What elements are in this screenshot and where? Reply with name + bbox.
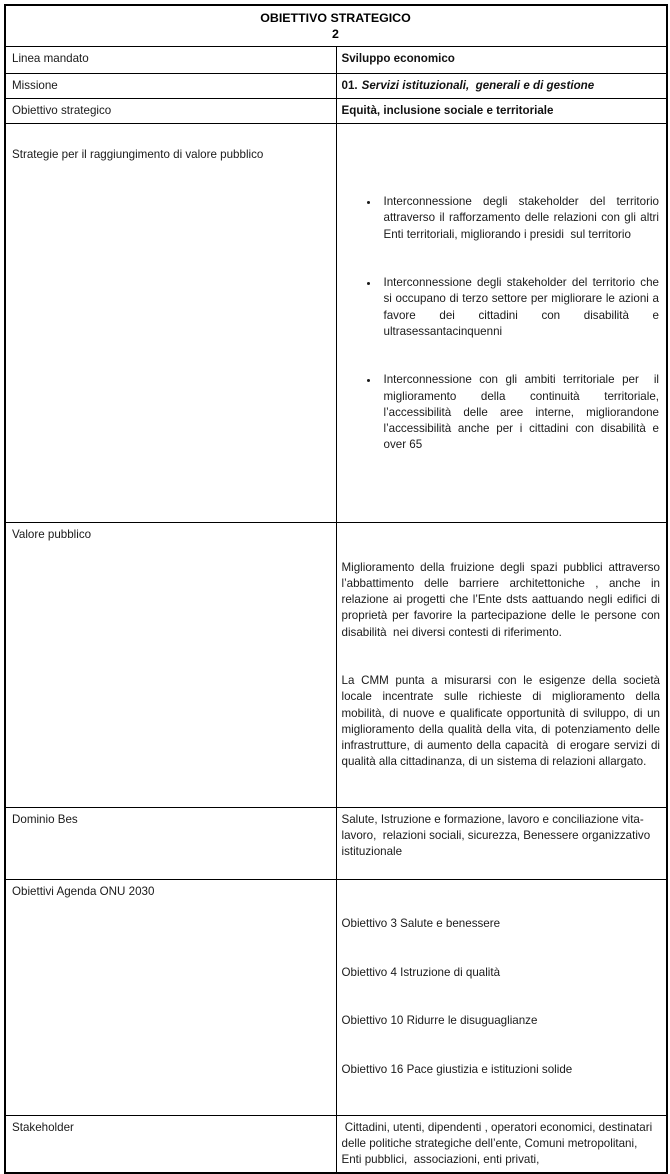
agenda-onu-line-4: Obiettivo 16 Pace giustizia e istituzioni solide — [341, 1062, 573, 1076]
strategie-bullet-3: • Interconnessione con gli ambiti territoriale per il miglioramento della continuità territoriale, l’accessibilità delle aree interne, migliorandone l’accessibilità anche per i cittadini con disabilità e over 65 — [380, 372, 660, 453]
row-dominio-bes — [5, 807, 667, 879]
valore-pubblico-value-cell — [336, 523, 667, 807]
missione-label: Missione — [5, 74, 336, 99]
table-title-number: 2 — [332, 26, 339, 41]
stakeholder-label: Stakeholder — [5, 1115, 336, 1173]
agenda-onu-value-cell — [336, 879, 667, 1115]
valore-pubblico-paragraph-2: La CMM punta a misurarsi con le esigenze della società locale incentrate sulle richieste di miglioramento della mobilità, di nuove e qualificate opportunità di sviluppo, di un miglioramento della qualità della vita, di potenziamento delle infrastrutture, di aumento della capacità di erogare servizi di qualità alla cittadinanza, di un sistema di relazioni allargato. — [341, 674, 664, 769]
missione-value — [336, 74, 667, 99]
row-missione — [5, 74, 667, 99]
strategic-objective-table — [4, 4, 668, 1174]
missione-text: Servizi istituzionali, generali e di gestione — [361, 79, 595, 92]
row-strategie — [5, 124, 667, 523]
valore-pubblico-paragraph-1: Miglioramento della fruizione degli spazi pubblici attraverso l’abbattimento delle barriere architettoniche , anche in relazione ai progetti che l’Ente dsts aattuando negli edifici di proprietà per favorire la partecipazione delle le persone con disabilità nei diversi contesti di riferimento. — [341, 560, 664, 639]
stakeholder-value: Cittadini, utenti, dipendenti , operatori economici, destinatari delle politiche strategiche dell’ente, Comuni metropolitani, Enti pubblici, associazioni, enti privati, — [336, 1115, 667, 1173]
linea-mandato-label: Linea mandato — [5, 47, 336, 74]
row-obiettivo-strategico — [5, 99, 667, 124]
obiettivo-strategico-value: Equità, inclusione sociale e territoriale — [336, 99, 667, 124]
valore-pubblico-label: Valore pubblico — [5, 523, 336, 807]
strategie-value-cell — [336, 124, 667, 523]
header-cell — [5, 5, 667, 47]
strategie-bullet-list — [342, 161, 661, 486]
missione-number: 01. — [341, 79, 358, 92]
agenda-onu-line-2: Obiettivo 4 Istruzione di qualità — [341, 965, 501, 979]
strategie-label-cell — [5, 124, 336, 523]
strategie-bullet-2: • Interconnessione degli stakeholder del territorio che si occupano di terzo settore per migliorare le azioni a favore dei cittadini con disabilità e ultrasessantacinquenni — [380, 275, 660, 340]
table-title: OBIETTIVO STRATEGICO — [260, 11, 411, 25]
row-agenda-onu — [5, 879, 667, 1115]
agenda-onu-line-1: Obiettivo 3 Salute e benessere — [341, 917, 501, 931]
strategie-label: Strategie per il raggiungimento di valore pubblico — [12, 148, 264, 162]
agenda-onu-line-3: Obiettivo 10 Ridurre le disuguaglianze — [341, 1014, 538, 1028]
linea-mandato-value: Sviluppo economico — [336, 47, 667, 74]
row-valore-pubblico — [5, 523, 667, 807]
row-stakeholder — [5, 1115, 667, 1173]
dominio-bes-label: Dominio Bes — [5, 807, 336, 879]
obiettivo-strategico-label: Obiettivo strategico — [5, 99, 336, 124]
row-linea-mandato — [5, 47, 667, 74]
agenda-onu-label: Obiettivi Agenda ONU 2030 — [5, 879, 336, 1115]
strategie-bullet-1: • Interconnessione degli stakeholder del territorio attraverso il rafforzamento delle relazioni con gli altri Enti territoriali, migliorando i presidi sul territorio — [380, 194, 660, 243]
dominio-bes-value: Salute, Istruzione e formazione, lavoro e conciliazione vita-lavoro, relazioni sociali, sicurezza, Benessere organizzativo istituzionale — [336, 807, 667, 879]
header-row — [5, 5, 667, 47]
